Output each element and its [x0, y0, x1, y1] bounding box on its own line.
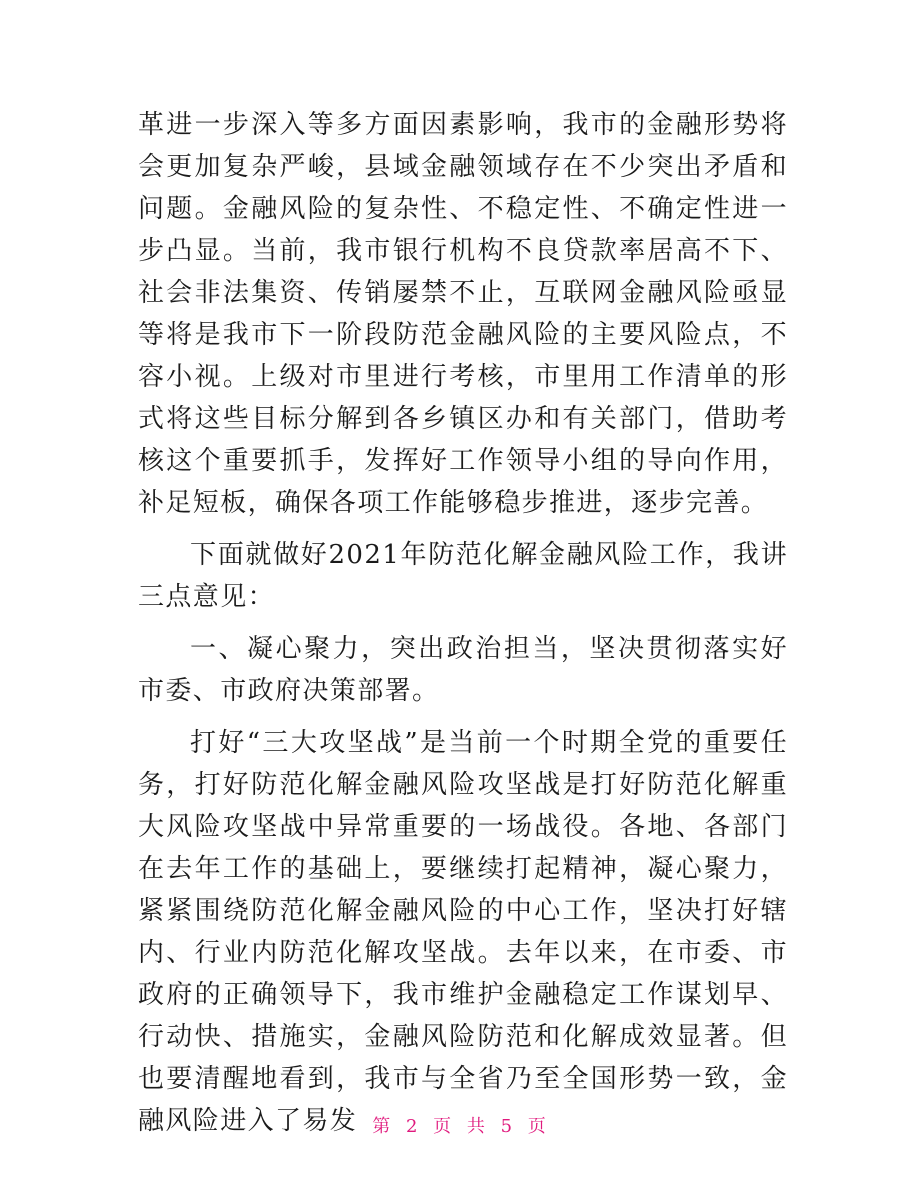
paragraph-1: 革进一步深入等多方面因素影响，我市的金融形势将会更加复杂严峻，县域金融领域存在不少突出矛盾和问题。金融风险的复杂性、不稳定性、不确定性进一步凸显。当前，我市银行机构不良贷款率居高不下、社会非法集资、传销屡禁不止，互联网金融风险亟显等将是我市下一阶段防范金融风险的主要风险点，不容小视。上级对市里进行考核，市里用工作清单的形式将这些目标分解到各乡镇区办和有关部门，借助考核这个重要抓手，发挥好工作领导小组的导向作用，补足短板，确保各项工作能够稳步推进，逐步完善。 — [138, 110, 788, 518]
footer-prefix: 第 — [372, 1116, 393, 1137]
page-footer — [0, 1112, 920, 1138]
document-body — [138, 104, 788, 1142]
paragraph-4: 打好“三大攻坚战”是当前一个时期全党的重要任务，打好防范化解金融风险攻坚战是打好防范化解重大风险攻坚战中异常重要的一场战役。各地、各部门在去年工作的基础上，要继续打起精神，凝心聚力，紧紧围绕防范化解金融风险的中心工作，坚决打好辖内、行业内防范化解攻坚战。去年以来，在市委、市政府的正确领导下，我市维护金融稳定工作谋划早、行动快、措施实，金融风险防范和化解成效显著。但也要清醒地看到，我市与全省乃至全国形势一致，金融风险进入了易发 — [138, 728, 788, 1136]
section-heading-1: 一、凝心聚力，突出政治担当，坚决贯彻落实好市委、市政府决策部署。 — [138, 634, 788, 706]
footer-suffix: 页 — [527, 1116, 548, 1137]
paragraph-2: 下面就做好2021年防范化解金融风险工作，我讲三点意见： — [138, 540, 788, 612]
footer-page-word: 页 — [433, 1116, 454, 1137]
footer-total-prefix: 共 — [466, 1116, 487, 1137]
footer-current-page: 2 — [405, 1116, 420, 1137]
footer-total-pages: 5 — [500, 1116, 515, 1137]
